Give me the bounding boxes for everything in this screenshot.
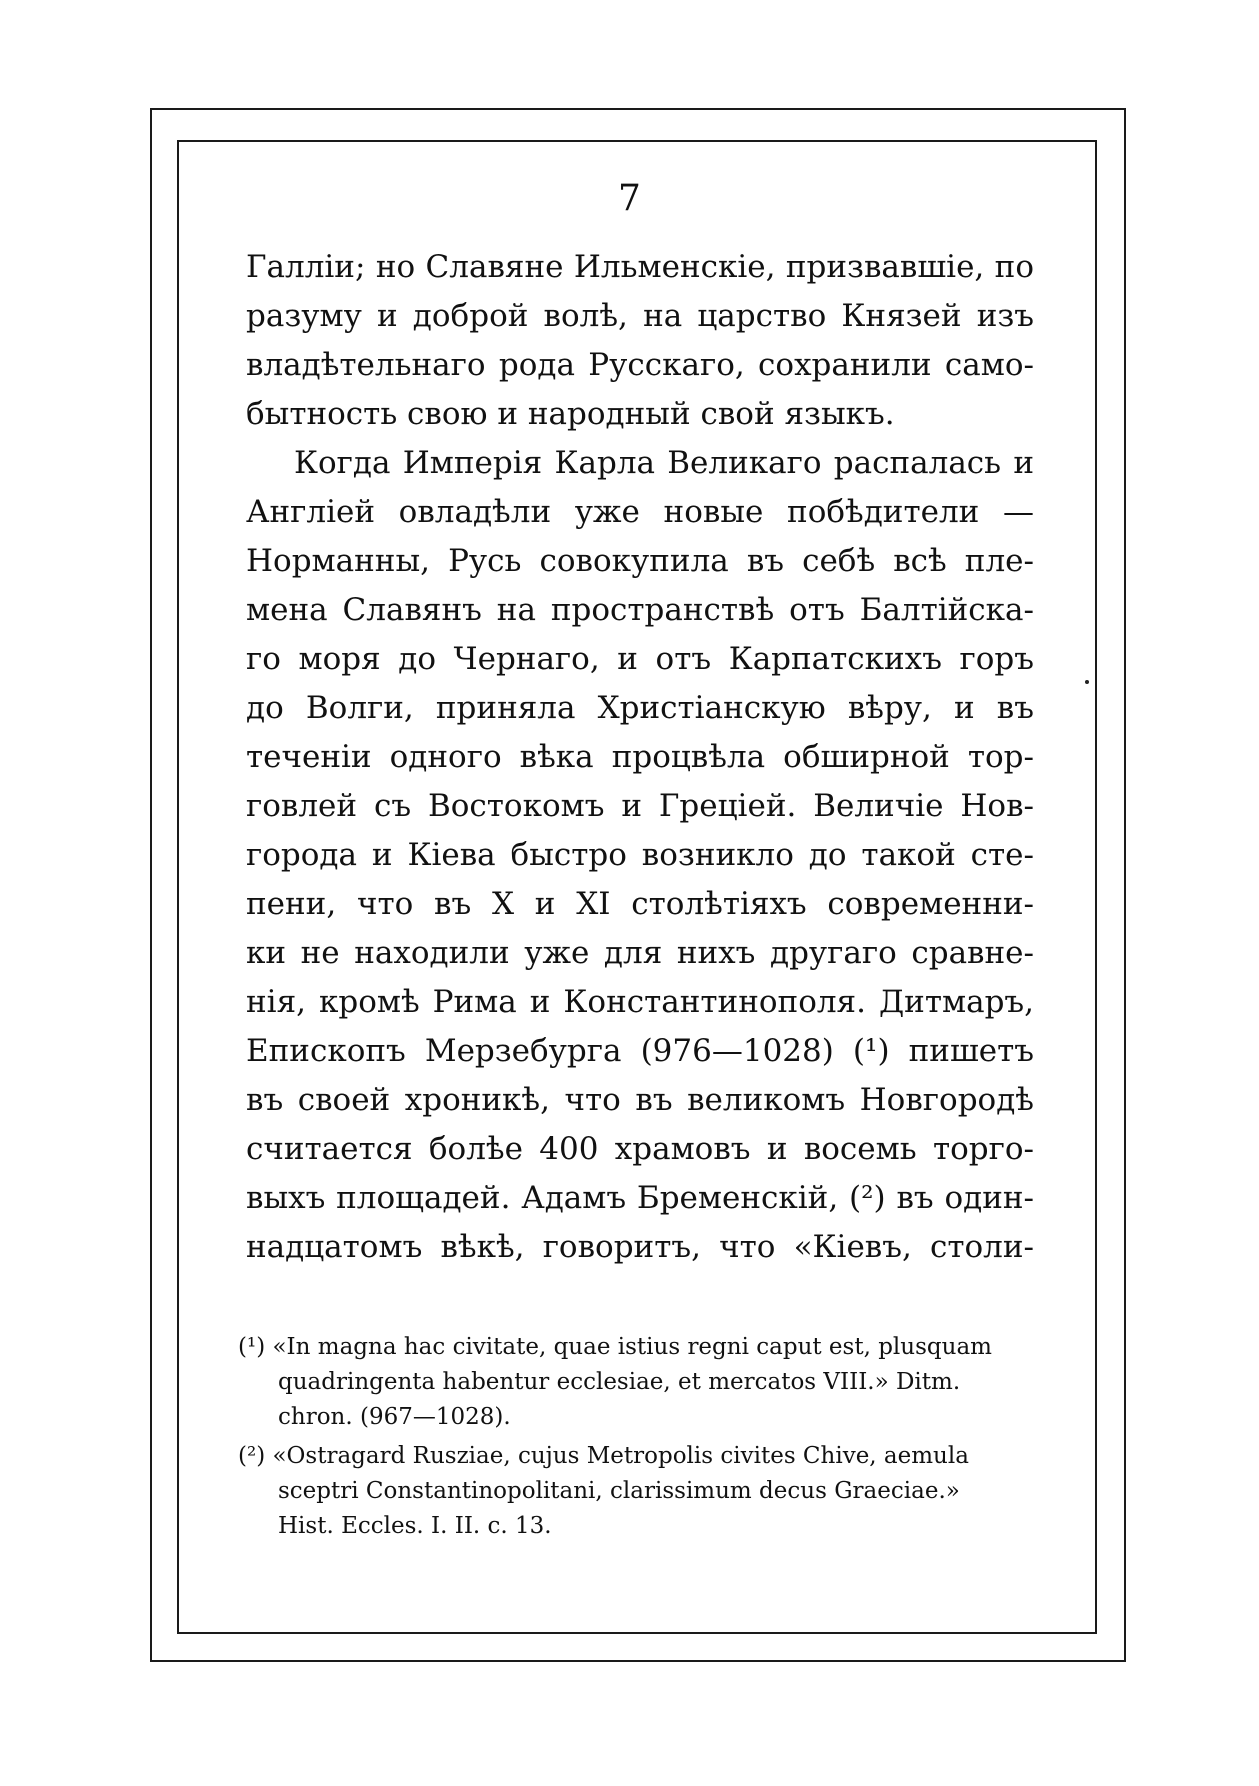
footnote-line: Hist. Eccles. I. II. c. 13. (278, 1513, 552, 1539)
footnote-line: chron. (967—1028). (278, 1404, 511, 1430)
text-line: Когда Имперія Карла Великаго распалась и (294, 445, 1034, 481)
text-line: надцатомъ вѣкѣ, говоритъ, что «Кіевъ, столи- (246, 1229, 1034, 1265)
text-line: владѣтельнаго рода Русскаго, сохранили само- (246, 347, 1034, 383)
text-line: Англіей овладѣли уже новые побѣдители — (246, 494, 1034, 530)
text-line: нія, кромѣ Рима и Константинополя. Дитмаръ, (246, 984, 1034, 1020)
paragraph-1 (246, 243, 1034, 439)
text-line: ки не находили уже для нихъ другаго сравне- (246, 935, 1034, 971)
footnotes (238, 1330, 1038, 1548)
footnote-line: «In magna hac civitate, quae istius regni caput est, plusquam (272, 1334, 992, 1360)
text-line: выхъ площадей. Адамъ Бременскій, (²) въ один- (246, 1180, 1034, 1216)
footnote-marker: (²) (238, 1443, 266, 1469)
footnote-marker: (¹) (238, 1334, 266, 1360)
text-line: говлей съ Востокомъ и Греціей. Величіе Нов- (246, 788, 1034, 824)
body-text (246, 243, 1034, 1272)
text-line: въ своей хроникѣ, что въ великомъ Новгородѣ (246, 1082, 1034, 1118)
footnote-line: «Ostragard Rusziae, cujus Metropolis civites Chive, aemula (272, 1443, 969, 1469)
page-number: 7 (618, 178, 641, 219)
text-line: мена Славянъ на пространствѣ отъ Балтійска- (246, 592, 1034, 628)
footnote-line: sceptri Constantinopolitani, clarissimum decus Graeciae.» (278, 1478, 960, 1504)
text-line: разуму и доброй волѣ, на царство Князей изъ (246, 298, 1034, 334)
text-line: го моря до Чернаго, и отъ Карпатскихъ горъ (246, 641, 1034, 677)
paragraph-2 (246, 439, 1034, 1272)
text-line: бытность свою и народный свой языкъ. (246, 396, 895, 432)
text-line: считается болѣе 400 храмовъ и восемь торго- (246, 1131, 1034, 1167)
print-speck (1085, 680, 1089, 684)
text-line: Норманны, Русь совокупила въ себѣ всѣ пле- (246, 543, 1034, 579)
text-line: до Волги, приняла Христіанскую вѣру, и въ (246, 690, 1034, 726)
text-line: Галліи; но Славяне Ильменскіе, призвавшіе, по (246, 249, 1034, 285)
footnote-1 (238, 1330, 1038, 1435)
text-line: пени, что въ X и XI столѣтіяхъ современни- (246, 886, 1034, 922)
text-line: города и Кіева быстро возникло до такой сте- (246, 837, 1034, 873)
footnote-2 (238, 1439, 1038, 1544)
text-line: теченіи одного вѣка процвѣла обширной тор- (246, 739, 1034, 775)
footnote-line: quadringenta habentur ecclesiae, et mercatos VIII.» Ditm. (278, 1369, 961, 1395)
text-line: Епископъ Мерзебурга (976—1028) (¹) пишетъ (246, 1033, 1034, 1069)
